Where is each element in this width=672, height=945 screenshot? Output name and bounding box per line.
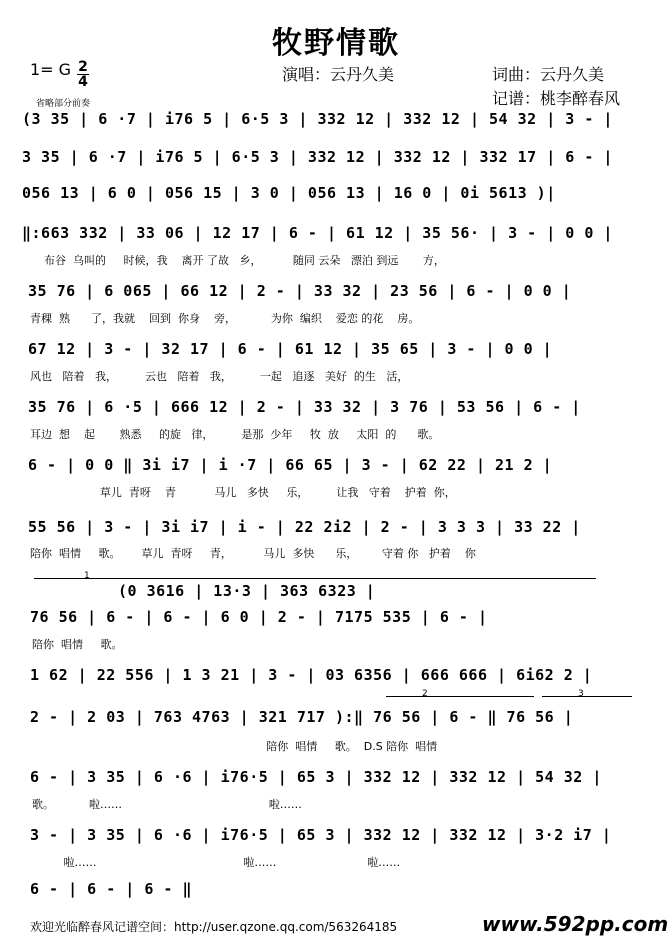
volta-1-line	[34, 578, 596, 579]
lyric-row-14: 歌。 啦…… 啦……	[32, 798, 302, 811]
key-signature: 1= G	[30, 60, 72, 79]
score-row-10: (0 3616 | 13·3 | 363 6323 |	[118, 582, 376, 600]
lyric-row-4: 布谷 乌叫的 时候，我 离开 了故 乡， 随同 云朵 漂泊 到远 方，	[44, 254, 445, 267]
site-watermark: www.592pp.com	[482, 912, 669, 936]
volta-3-label: 3	[578, 689, 584, 699]
footer-website-text: 欢迎光临醉春风记谱空间：http://user.qzone.qq.com/563264185	[30, 920, 398, 934]
score-row-9: 55 56 | 3 - | 3i i7 | i - | 22 2i2 | 2 - | 3 3 3 | 33 22 |	[28, 518, 581, 536]
lyric-row-15: 啦…… 啦…… 啦……	[32, 856, 401, 869]
time-signature	[76, 60, 90, 89]
lyric-row-5: 青稞 熟 了，我就 回到 你身 旁， 为你 编织 爱恋 的花 房。	[30, 312, 420, 325]
transcriber-credit: 记谱：桃李醉春风	[492, 89, 621, 108]
lyric-row-11: 陪你 唱情 歌。	[32, 638, 123, 651]
song-title: 牧野情歌	[272, 26, 400, 61]
time-signature-top: 2	[78, 59, 88, 75]
composer-credit: 词曲：云丹久美	[492, 65, 605, 84]
score-row-13: 2 - | 2 03 | 763 4763 | 321 717 ):‖ 76 56 | 6 - ‖ 76 56 |	[30, 708, 574, 726]
score-row-2: 3 35 | 6 ·7 | i76 5 | 6·5 3 | 332 12 | 332 12 | 332 17 | 6 - |	[22, 148, 613, 166]
score-row-6: 67 12 | 3 - | 32 17 | 6 - | 61 12 | 35 65 | 3 - | 0 0 |	[28, 340, 553, 358]
score-row-3: 056 13 | 6 0 | 056 15 | 3 0 | 056 13 | 16 0 | 0i 5613 )|	[22, 184, 556, 202]
score-row-11: 76 56 | 6 - | 6 - | 6 0 | 2 - | 7175 535 | 6 - |	[30, 608, 488, 626]
lyric-row-9: 陪你 唱情 歌。 草儿 青呀 青， 马儿 多快 乐， 守着 你 护着 你	[30, 547, 476, 560]
lyric-row-7: 耳边 想 起 熟悉 的旋 律， 是那 少年 牧 放 太阳 的 歌。	[30, 428, 440, 441]
score-row-1: (3 35 | 6 ·7 | i76 5 | 6·5 3 | 332 12 | 332 12 | 54 32 | 3 - |	[22, 110, 613, 128]
volta-3-line	[542, 696, 632, 697]
singer-credit: 演唱：云丹久美	[282, 65, 395, 84]
lyric-row-8: 草儿 青呀 青 马儿 多快 乐， 让我 守着 护着 你，	[30, 486, 456, 499]
score-row-5: 35 76 | 6 065 | 66 12 | 2 - | 33 32 | 23 56 | 6 - | 0 0 |	[28, 282, 572, 300]
score-row-8: 6 - | 0 0 ‖ 3i i7 | i ·7 | 66 65 | 3 - | 62 22 | 21 2 |	[28, 456, 553, 474]
volta-2-line	[386, 696, 534, 697]
volta-1-label: 1	[84, 571, 90, 581]
lyric-row-6: 风也 陪着 我， 云也 陪着 我， 一起 追逐 美好 的生 活，	[30, 370, 409, 383]
score-row-16: 6 - | 6 - | 6 - ‖	[30, 880, 193, 898]
score-row-7: 35 76 | 6 ·5 | 666 12 | 2 - | 33 32 | 3 76 | 53 56 | 6 - |	[28, 398, 581, 416]
score-row-12: 1 62 | 22 556 | 1 3 21 | 3 - | 03 6356 | 666 666 | 6i62 2 |	[30, 666, 593, 684]
time-signature-bottom: 4	[78, 74, 88, 90]
score-row-14: 6 - | 3 35 | 6 ·6 | i76·5 | 65 3 | 332 12 | 332 12 | 54 32 |	[30, 768, 602, 786]
lyric-row-13: 陪你 唱情 歌。 D.S 陪你 唱情	[32, 740, 438, 753]
intro-note: 省略部分前奏	[36, 99, 91, 109]
score-row-15: 3 - | 3 35 | 6 ·6 | i76·5 | 65 3 | 332 12 | 332 12 | 3·2 i7 |	[30, 826, 612, 844]
score-row-4: ‖:663 332 | 33 06 | 12 17 | 6 - | 61 12 | 35 56· | 3 - | 0 0 |	[22, 224, 613, 242]
volta-2-label: 2	[422, 689, 428, 699]
